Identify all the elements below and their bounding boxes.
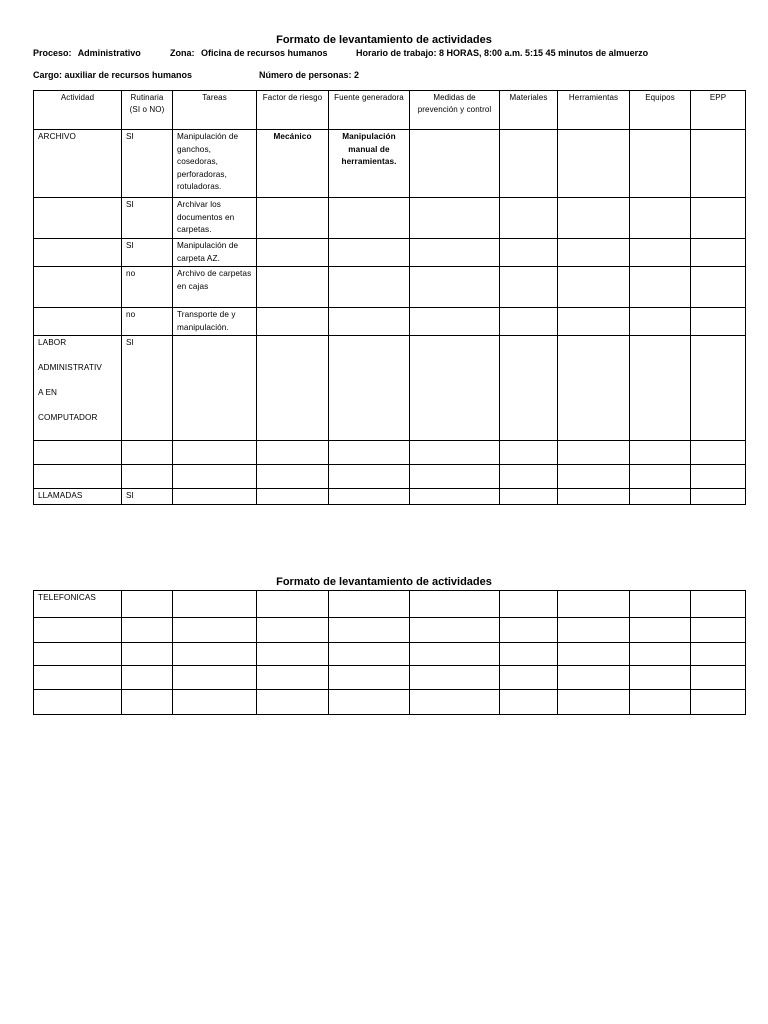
- empty-cell: [410, 666, 500, 690]
- empty-cell: [122, 666, 173, 690]
- empty-cell: [410, 239, 500, 267]
- empty-cell: [630, 267, 691, 308]
- empty-cell: [500, 198, 558, 239]
- rutinaria-cell: SI: [122, 198, 173, 239]
- table-row: [34, 690, 746, 715]
- empty-cell: [410, 130, 500, 198]
- proceso-value: Administrativo: [77, 48, 141, 58]
- fuente-generadora-cell: [329, 308, 410, 336]
- empty-cell: [558, 308, 630, 336]
- table-row: [34, 308, 746, 336]
- empty-cell: [691, 690, 746, 715]
- empty-cell: [500, 130, 558, 198]
- column-header: Fuente generadora: [329, 91, 410, 130]
- empty-cell: [500, 239, 558, 267]
- fuente-generadora-cell: [329, 441, 410, 465]
- empty-cell: [410, 618, 500, 643]
- factor-riesgo-cell: [257, 308, 329, 336]
- empty-cell: [691, 441, 746, 465]
- factor-riesgo-cell: [257, 239, 329, 267]
- empty-cell: [500, 336, 558, 441]
- empty-cell: [500, 267, 558, 308]
- continuation-table: [33, 590, 746, 715]
- empty-cell: [410, 336, 500, 441]
- fuente-generadora-cell: [329, 267, 410, 308]
- rutinaria-cell: [122, 465, 173, 489]
- factor-riesgo-cell: [257, 489, 329, 505]
- empty-cell: [558, 267, 630, 308]
- actividad-cell: [34, 308, 122, 336]
- fuente-generadora-cell: Manipulación manual de herramientas.: [329, 130, 410, 198]
- empty-cell: [410, 267, 500, 308]
- factor-riesgo-cell: [257, 465, 329, 489]
- empty-cell: [410, 643, 500, 666]
- empty-cell: [500, 489, 558, 505]
- empty-cell: [257, 618, 329, 643]
- empty-cell: [257, 643, 329, 666]
- actividad-cell: LLAMADAS: [34, 489, 122, 505]
- empty-cell: [630, 130, 691, 198]
- horario-field: Horario de trabajo: 8 HORAS, 8:00 a.m. 5:15 45 minutos de almuerzo: [356, 48, 649, 58]
- table-row: [34, 267, 746, 308]
- fuente-generadora-cell: [329, 465, 410, 489]
- empty-cell: [630, 465, 691, 489]
- empty-cell: [630, 336, 691, 441]
- empty-cell: [558, 198, 630, 239]
- empty-cell: [630, 643, 691, 666]
- empty-cell: [630, 690, 691, 715]
- empty-cell: [500, 666, 558, 690]
- empty-cell: [691, 239, 746, 267]
- empty-cell: [500, 643, 558, 666]
- actividad-cell: [34, 666, 122, 690]
- rutinaria-cell: SI: [122, 336, 173, 441]
- actividad-cell: TELEFONICAS: [34, 591, 122, 618]
- actividad-cell: [34, 267, 122, 308]
- tareas-cell: Archivo de carpetas en cajas: [173, 267, 257, 308]
- actividad-cell: [34, 465, 122, 489]
- tareas-cell: Archivar los documentos en carpetas.: [173, 198, 257, 239]
- tareas-cell: [173, 336, 257, 441]
- fuente-generadora-cell: [329, 239, 410, 267]
- cargo-field: Cargo: auxiliar de recursos humanos: [33, 70, 193, 80]
- empty-cell: [558, 643, 630, 666]
- empty-cell: [329, 666, 410, 690]
- actividad-cell: [34, 643, 122, 666]
- column-header: Materiales: [500, 91, 558, 130]
- empty-cell: [558, 690, 630, 715]
- empty-cell: [558, 465, 630, 489]
- empty-cell: [500, 308, 558, 336]
- document-title: Formato de levantamiento de actividades: [276, 34, 492, 46]
- empty-cell: [558, 441, 630, 465]
- empty-cell: [329, 591, 410, 618]
- empty-cell: [630, 591, 691, 618]
- actividad-cell: [34, 618, 122, 643]
- factor-riesgo-cell: [257, 336, 329, 441]
- tareas-cell: Transporte de y manipulación.: [173, 308, 257, 336]
- tareas-cell: [173, 489, 257, 505]
- factor-riesgo-cell: [257, 198, 329, 239]
- actividad-cell: ARCHIVO: [34, 130, 122, 198]
- table-row: [34, 130, 746, 198]
- empty-cell: [691, 465, 746, 489]
- column-header: EPP: [691, 91, 746, 130]
- empty-cell: [410, 465, 500, 489]
- column-header: Herramientas: [558, 91, 630, 130]
- empty-cell: [691, 591, 746, 618]
- empty-cell: [500, 690, 558, 715]
- empty-cell: [410, 591, 500, 618]
- empty-cell: [691, 643, 746, 666]
- table-row: [34, 489, 746, 505]
- table-row: [34, 336, 746, 441]
- table-row: [34, 643, 746, 666]
- numero-personas-field: Número de personas: 2: [259, 70, 360, 80]
- empty-cell: [173, 643, 257, 666]
- rutinaria-cell: SI: [122, 239, 173, 267]
- factor-riesgo-cell: Mecánico: [257, 130, 329, 198]
- tareas-cell: [173, 465, 257, 489]
- empty-cell: [500, 618, 558, 643]
- actividad-cell: [34, 198, 122, 239]
- empty-cell: [630, 666, 691, 690]
- empty-cell: [329, 690, 410, 715]
- empty-cell: [410, 690, 500, 715]
- fuente-generadora-cell: [329, 198, 410, 239]
- factor-riesgo-cell: [257, 267, 329, 308]
- table-row: [34, 198, 746, 239]
- empty-cell: [173, 618, 257, 643]
- rutinaria-cell: SI: [122, 130, 173, 198]
- empty-cell: [173, 690, 257, 715]
- empty-cell: [122, 690, 173, 715]
- fuente-generadora-cell: [329, 489, 410, 505]
- empty-cell: [329, 618, 410, 643]
- table-header-row: [34, 91, 746, 130]
- empty-cell: [329, 643, 410, 666]
- proceso-field: [33, 48, 141, 58]
- empty-cell: [173, 591, 257, 618]
- empty-cell: [257, 591, 329, 618]
- factor-riesgo-cell: [257, 441, 329, 465]
- empty-cell: [630, 441, 691, 465]
- column-header: Medidas de prevención y control: [410, 91, 500, 130]
- activities-table: [33, 90, 746, 505]
- empty-cell: [630, 198, 691, 239]
- table-row: [34, 618, 746, 643]
- empty-cell: [410, 308, 500, 336]
- table-row: [34, 441, 746, 465]
- empty-cell: [558, 239, 630, 267]
- empty-cell: [558, 666, 630, 690]
- empty-cell: [691, 198, 746, 239]
- column-header: Factor de riesgo: [257, 91, 329, 130]
- table-row: [34, 666, 746, 690]
- rutinaria-cell: SI: [122, 489, 173, 505]
- tareas-cell: [173, 441, 257, 465]
- empty-cell: [558, 130, 630, 198]
- column-header: Tareas: [173, 91, 257, 130]
- actividad-cell: [34, 441, 122, 465]
- empty-cell: [257, 690, 329, 715]
- empty-cell: [691, 336, 746, 441]
- empty-cell: [691, 130, 746, 198]
- empty-cell: [558, 591, 630, 618]
- empty-cell: [500, 441, 558, 465]
- second-page-title: Formato de levantamiento de actividades: [276, 576, 492, 588]
- table-row: [34, 591, 746, 618]
- proceso-label: Proceso:: [33, 48, 72, 58]
- empty-cell: [257, 666, 329, 690]
- empty-cell: [410, 489, 500, 505]
- column-header: Actividad: [34, 91, 122, 130]
- empty-cell: [691, 618, 746, 643]
- empty-cell: [500, 591, 558, 618]
- actividad-cell: LABOR ADMINISTRATIV A EN COMPUTADOR: [34, 336, 122, 441]
- empty-cell: [122, 618, 173, 643]
- rutinaria-cell: no: [122, 267, 173, 308]
- empty-cell: [558, 336, 630, 441]
- empty-cell: [122, 591, 173, 618]
- empty-cell: [500, 465, 558, 489]
- zona-value: Oficina de recursos humanos: [201, 48, 328, 58]
- fuente-generadora-cell: [329, 336, 410, 441]
- rutinaria-cell: no: [122, 308, 173, 336]
- tareas-cell: Manipulación de carpeta AZ.: [173, 239, 257, 267]
- empty-cell: [630, 239, 691, 267]
- column-header: Equipos: [630, 91, 691, 130]
- rutinaria-cell: [122, 441, 173, 465]
- empty-cell: [691, 267, 746, 308]
- empty-cell: [630, 618, 691, 643]
- empty-cell: [691, 666, 746, 690]
- table-row: [34, 465, 746, 489]
- zona-label: Zona:: [170, 48, 195, 58]
- empty-cell: [630, 489, 691, 505]
- actividad-cell: [34, 239, 122, 267]
- table-row: [34, 239, 746, 267]
- empty-cell: [122, 643, 173, 666]
- empty-cell: [691, 308, 746, 336]
- empty-cell: [558, 618, 630, 643]
- empty-cell: [410, 198, 500, 239]
- empty-cell: [410, 441, 500, 465]
- actividad-cell: [34, 690, 122, 715]
- empty-cell: [558, 489, 630, 505]
- empty-cell: [630, 308, 691, 336]
- empty-cell: [173, 666, 257, 690]
- zona-field: [170, 48, 328, 58]
- column-header: Rutinaria (SI o NO): [122, 91, 173, 130]
- empty-cell: [691, 489, 746, 505]
- tareas-cell: Manipulación de ganchos, cosedoras, perforadoras, rotuladoras.: [173, 130, 257, 198]
